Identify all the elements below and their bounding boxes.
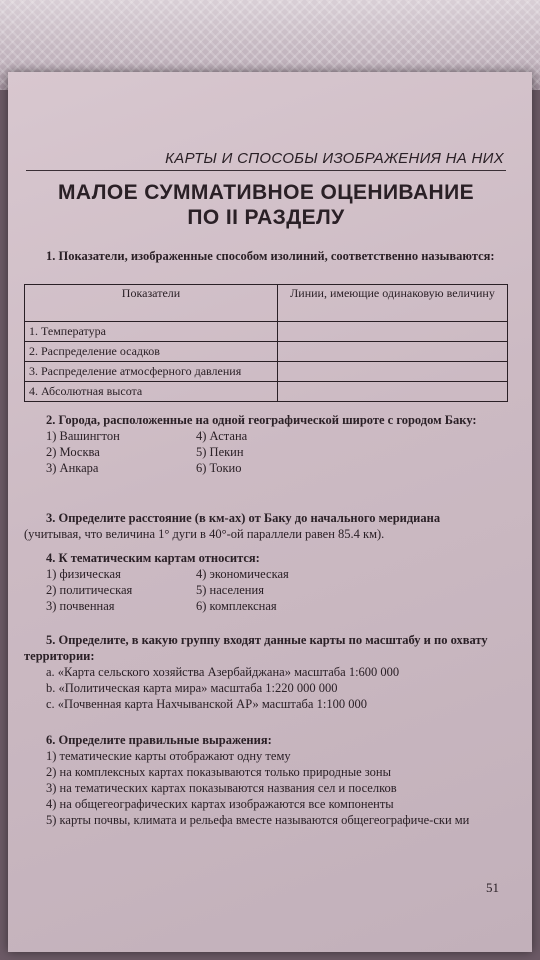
question-6-text: 6. Определите правильные выражения: <box>46 733 272 747</box>
question-2-options <box>24 428 508 476</box>
question-3 <box>24 510 508 542</box>
question-4 <box>24 550 508 614</box>
list-item: 1) тематические карты отображают одну тему <box>46 749 291 763</box>
option: 1) физическая <box>46 567 121 581</box>
page-number: 51 <box>486 880 499 895</box>
book-page <box>8 72 532 952</box>
options-row <box>46 566 508 582</box>
table-cell-indicator: 4. Абсолютная высота <box>25 382 278 402</box>
options-row <box>46 460 508 476</box>
running-header: КАРТЫ И СПОСОБЫ ИЗОБРАЖЕНИЯ НА НИХ <box>165 150 504 167</box>
column-header-indicators: Показатели <box>25 285 278 322</box>
question-4-options <box>24 566 508 614</box>
question-3-text: 3. Определите расстояние (в км-ах) от Баку до начального меридиана <box>46 511 441 525</box>
question-2 <box>24 412 508 476</box>
question-1 <box>24 248 508 264</box>
table-cell-indicator: 2. Распределение осадков <box>25 342 278 362</box>
option: 3) Анкара <box>46 461 99 475</box>
option: 4) экономическая <box>196 567 289 581</box>
table-row <box>25 322 508 342</box>
page-title <box>26 180 506 230</box>
list-item: 4) на общегеографических картах изображаются все компоненты <box>46 797 394 811</box>
option: 6) комплексная <box>196 599 277 613</box>
list-item: c. «Почвенная карта Нахчыванской АР» масштаба 1:100 000 <box>46 697 367 711</box>
indicators-table <box>24 284 508 402</box>
question-5 <box>24 632 508 712</box>
table-row <box>25 342 508 362</box>
question-5-items <box>24 664 508 712</box>
list-item: b. «Политическая карта мира» масштаба 1:220 000 000 <box>46 681 338 695</box>
options-row <box>46 428 508 444</box>
question-3-note: (учитывая, что величина 1° дуги в 40°-ой параллели равен 85.4 км). <box>24 527 385 541</box>
table-cell-empty <box>278 362 508 382</box>
title-line-1: МАЛОЕ СУММАТИВНОЕ ОЦЕНИВАНИЕ <box>57 181 474 204</box>
list-item: 5) карты почвы, климата и рельефа вместе называются общегеографиче-ски ми <box>46 813 470 827</box>
question-6 <box>24 732 508 828</box>
question-2-text: 2. Города, расположенные на одной географической широте с городом Баку: <box>46 413 477 427</box>
question-6-items <box>24 748 508 828</box>
table-cell-indicator: 3. Распределение атмосферного давления <box>25 362 278 382</box>
option: 5) Пекин <box>196 445 244 459</box>
question-1-text: 1. Показатели, изображенные способом изолиний, соответственно называются: <box>46 249 495 263</box>
table-cell-empty <box>278 322 508 342</box>
table-cell-empty <box>278 382 508 402</box>
table-cell-indicator: 1. Температура <box>25 322 278 342</box>
question-4-text: 4. К тематическим картам относится: <box>46 551 260 565</box>
question-5-text: 5. Определите, в какую группу входят данные карты по масштабу и по охвату территории: <box>24 633 488 663</box>
list-item: a. «Карта сельского хозяйства Азербайджана» масштаба 1:600 000 <box>46 665 400 679</box>
option: 4) Астана <box>196 429 248 443</box>
column-header-lines: Линии, имеющие одинаковую величину <box>278 285 508 322</box>
option: 2) Москва <box>46 445 100 459</box>
option: 2) политическая <box>46 583 133 597</box>
title-line-2: ПО II РАЗДЕЛУ <box>187 206 345 229</box>
header-rule <box>26 170 506 171</box>
list-item: 2) на комплексных картах показываются только природные зоны <box>46 765 391 779</box>
table-row <box>25 382 508 402</box>
option: 5) населения <box>196 583 264 597</box>
options-row <box>46 444 508 460</box>
option: 3) почвенная <box>46 599 115 613</box>
options-row <box>46 598 508 614</box>
option: 1) Вашингтон <box>46 429 120 443</box>
table-header-row <box>25 285 508 322</box>
table-row <box>25 362 508 382</box>
option: 6) Токио <box>196 461 242 475</box>
table-cell-empty <box>278 342 508 362</box>
list-item: 3) на тематических картах показываются названия сел и поселков <box>46 781 397 795</box>
options-row <box>46 582 508 598</box>
